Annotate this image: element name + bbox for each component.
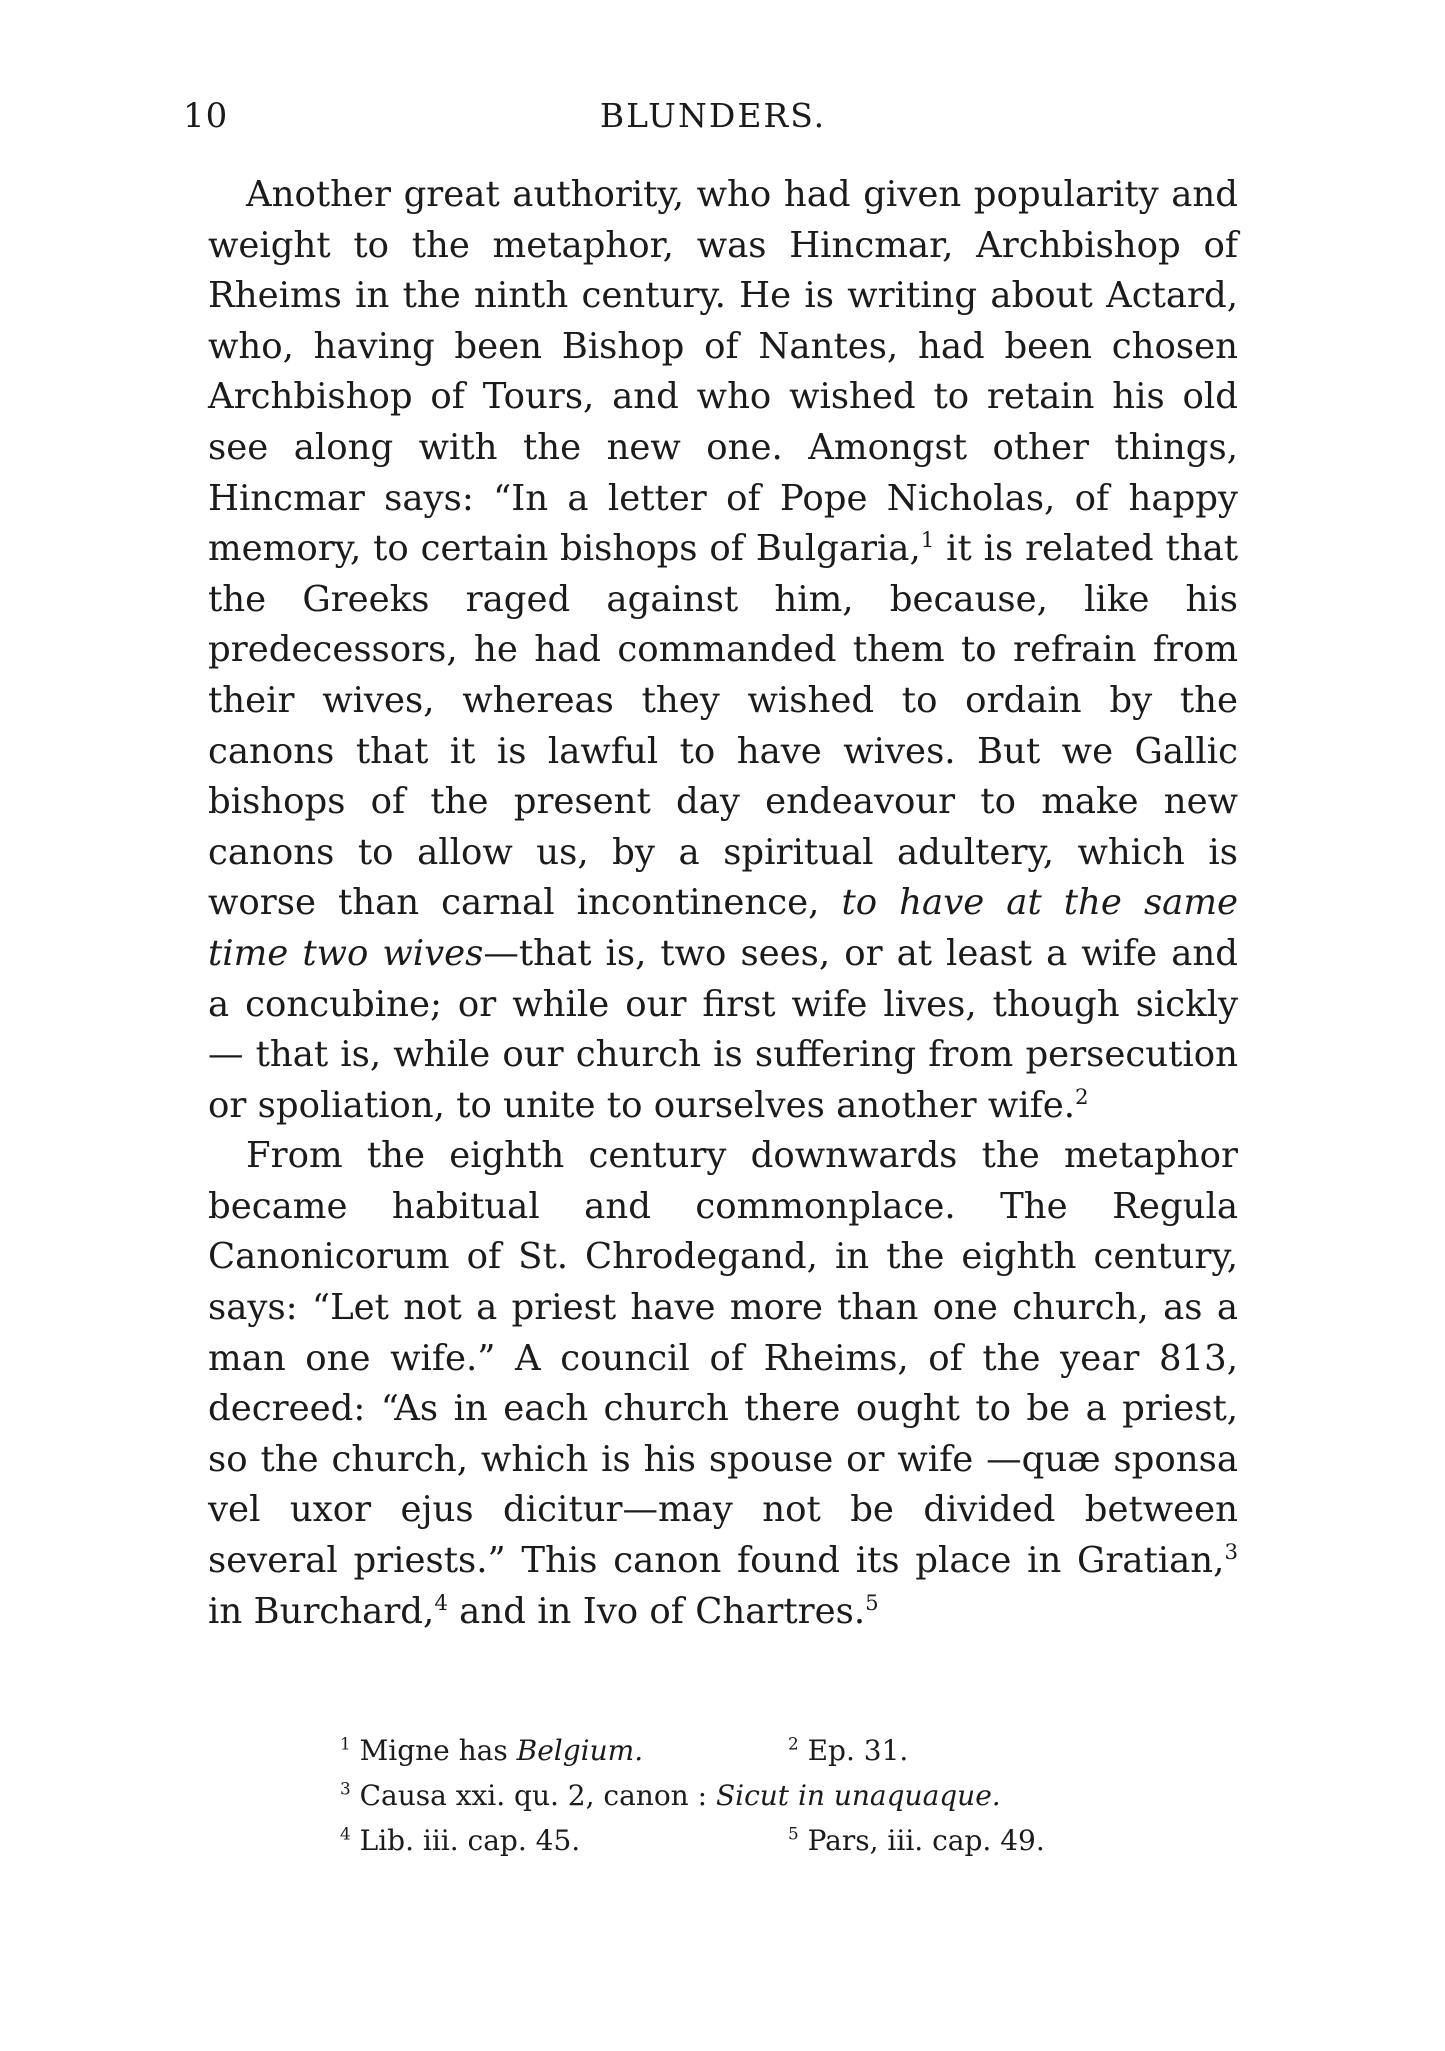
footnote-text: Lib. iii. cap. 45. — [359, 1824, 581, 1857]
paragraph-text: it is related that the Greeks raged against him, because, like his predecessors, he had commanded them to refrain from their wives, whereas they wished to ordain by the canons that it is lawful to have wives. But we Gallic bishops of the present day endeavour to make new canons to allow us, by a spiritual adultery, which is worse than carnal incontinence, — [208, 528, 1239, 924]
footnote-5 — [788, 1818, 1045, 1863]
footnote-ref-2[interactable]: 2 — [1075, 1084, 1089, 1110]
paragraph-text: and in Ivo of Chartres. — [447, 1590, 866, 1632]
footnote-ref-3[interactable]: 3 — [1224, 1540, 1238, 1566]
paragraph-text: Another great authority, who had given popularity and weight to the metaphor, was Hincmar, Archbishop of Rheims in the ninth century. He is writing about Actard, who, having been Bishop of Nantes, had been chosen Archbishop of Tours, and who wished to retain his old see along with the new one. Amongst other things, Hincmar says: “In a letter of Pope Nicholas, of happy memory, to certain bishops of Bulgaria, — [208, 174, 1238, 570]
footnote-text: Migne has — [359, 1734, 517, 1767]
running-title: BLUNDERS. — [599, 96, 827, 135]
footnote-italic: Sicut in unaquaque. — [715, 1779, 1001, 1812]
footnote-mark: 1 — [340, 1733, 351, 1754]
footnote-mark: 3 — [340, 1778, 351, 1799]
footnote-row — [340, 1818, 1120, 1863]
footnote-1 — [340, 1734, 643, 1767]
body-text — [208, 170, 1238, 1637]
footnote-ref-5[interactable]: 5 — [865, 1590, 879, 1616]
paragraph-text: in Burchard, — [208, 1590, 435, 1632]
paragraph-hincmar — [208, 170, 1238, 1131]
footnote-2 — [788, 1728, 908, 1773]
footnote-row — [340, 1728, 1120, 1773]
running-head — [183, 96, 1243, 146]
paragraph-eighth-century — [208, 1131, 1238, 1637]
footnote-text: Ep. 31. — [807, 1734, 909, 1767]
footnote-3 — [340, 1779, 1001, 1812]
footnotes — [340, 1728, 1120, 1863]
footnote-ref-1[interactable]: 1 — [920, 528, 935, 554]
footnote-text: Causa xxi. qu. 2, canon : — [359, 1779, 716, 1812]
footnote-italic: Belgium. — [516, 1734, 644, 1767]
footnote-row — [340, 1773, 1120, 1818]
footnote-text: Pars, iii. cap. 49. — [807, 1824, 1045, 1857]
footnote-mark: 2 — [788, 1733, 799, 1754]
paragraph-text: From the eighth century downwards the metaphor became habitual and commonplace. The Regula Canonicorum of St. Chrodegand, in the eighth century, says: “Let not a priest have more than one church, as a man one wife.” A council of Rheims, of the year 813, decreed: “As in each church there ought to be a priest, so the church, which is his spouse or wife —quæ sponsa vel uxor ejus dicitur—may not be divided between several priests.” This canon found its place in Gratian, — [208, 1135, 1238, 1582]
paragraph-text: —that is, two sees, or at least a wife and a concubine; or while our first wife lives, though sickly — that is, while our church is suffering from persecution or spoliation, to unite to ourselves another wife. — [208, 932, 1238, 1126]
page-number: 10 — [183, 96, 229, 136]
footnote-ref-4[interactable]: 4 — [434, 1590, 448, 1616]
footnote-mark: 5 — [788, 1823, 799, 1844]
footnote-mark: 4 — [340, 1823, 351, 1844]
italic-phrase: to have at the same time two wives — [208, 882, 1238, 974]
footnote-4 — [340, 1824, 580, 1857]
